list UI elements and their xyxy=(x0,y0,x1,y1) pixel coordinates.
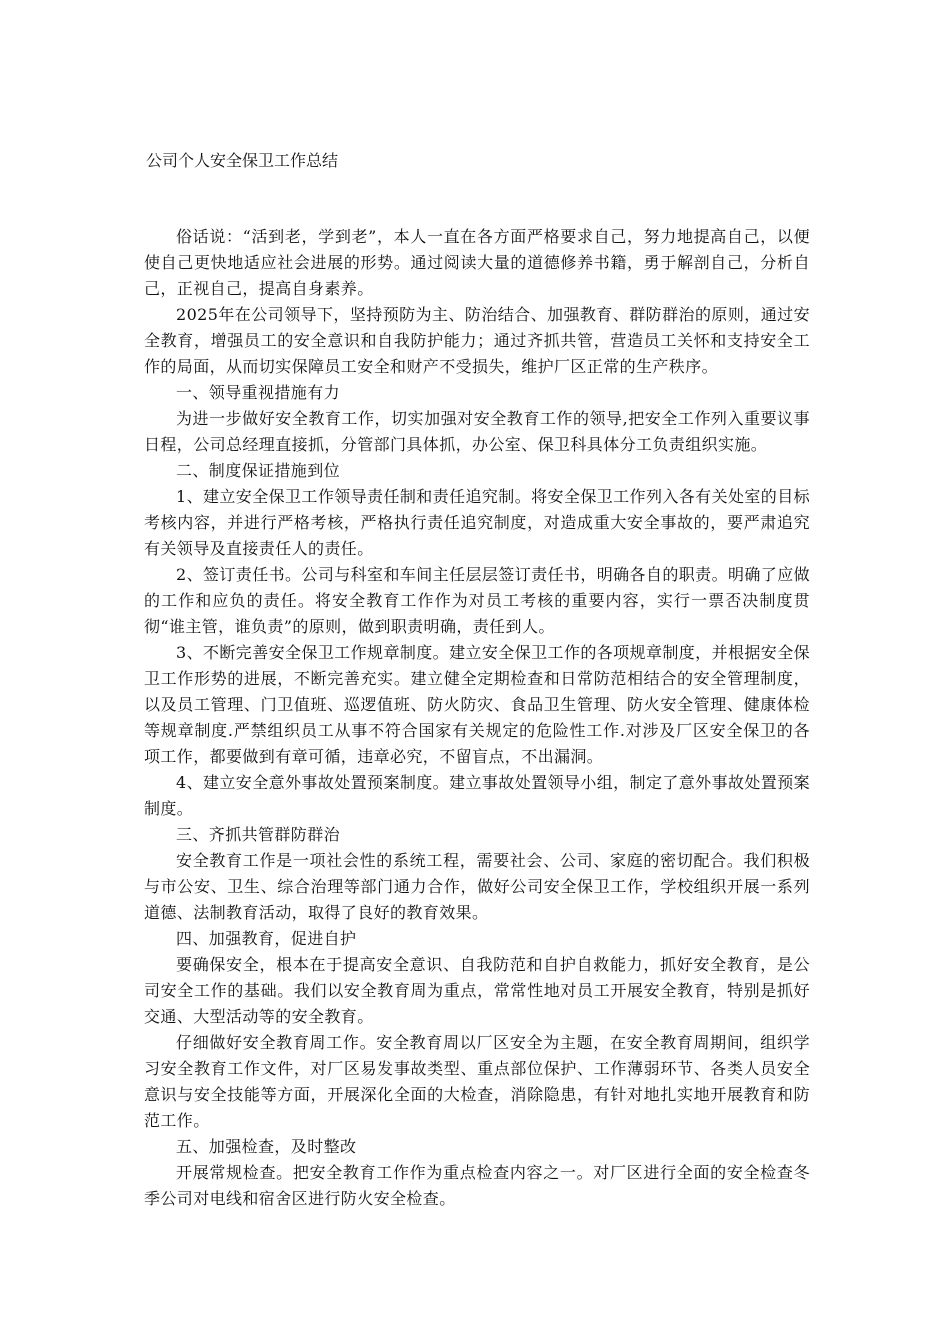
body-paragraph: 开展常规检查。把安全教育工作作为重点检查内容之一。对厂区进行全面的安全检查冬季公司对电线和宿舍区进行防火安全检查。 xyxy=(144,1163,810,1208)
section-heading: 五、加强检查，及时整改 xyxy=(176,1137,357,1156)
section-heading: 一、领导重视措施有力 xyxy=(176,383,341,402)
document-body xyxy=(144,224,810,1212)
document-title: 公司个人安全保卫工作总结 xyxy=(146,151,339,170)
body-paragraph: 3、不断完善安全保卫工作规章制度。建立安全保卫工作的各项规章制度，并根据安全保卫工作形势的进展，不断完善充实。建立健全定期检查和日常防范相结合的安全管理制度，以及员工管理、门卫值班、巡逻值班、防火防灾、食品卫生管理、防火安全管理、健康体检等规章制度.严禁组织员工从事不符合国家有关规定的危险性工作.对涉及厂区安全保卫的各项工作，都要做到有章可循，违章必究，不留盲点，不出漏洞。 xyxy=(144,643,810,766)
body-paragraph: 为进一步做好安全教育工作，切实加强对安全教育工作的领导,把安全工作列入重要议事日程，公司总经理直接抓，分管部门具体抓，办公室、保卫科具体分工负责组织实施。 xyxy=(144,409,810,454)
body-paragraph: 1、建立安全保卫工作领导责任制和责任追究制。将安全保卫工作列入各有关处室的目标考核内容，并进行严格考核，严格执行责任追究制度，对造成重大安全事故的，要严肃追究有关领导及直接责任人的责任。 xyxy=(144,487,810,558)
body-paragraph: 2、签订责任书。公司与科室和车间主任层层签订责任书，明确各自的职责。明确了应做的工作和应负的责任。将安全教育工作作为对员工考核的重要内容，实行一票否决制度贯彻“谁主管，谁负责”的原则，做到职责明确，责任到人。 xyxy=(144,565,810,636)
section-heading: 二、制度保证措施到位 xyxy=(176,461,341,480)
body-paragraph: 2025年在公司领导下，坚持预防为主、防治结合、加强教育、群防群治的原则，通过安全教育，增强员工的安全意识和自我防护能力；通过齐抓共管，营造员工关怀和支持安全工作的局面，从而切实保障员工安全和财产不受损失，维护厂区正常的生产秩序。 xyxy=(144,305,810,376)
body-paragraph: 俗话说：“活到老，学到老”，本人一直在各方面严格要求自己，努力地提高自己，以便使自己更快地适应社会进展的形势。通过阅读大量的道德修养书籍，勇于解剖自己，分析自己，正视自己，提高自身素养。 xyxy=(144,227,810,298)
section-heading: 三、齐抓共管群防群治 xyxy=(176,825,341,844)
body-paragraph: 4、建立安全意外事故处置预案制度。建立事故处置领导小组，制定了意外事故处置预案制度。 xyxy=(144,773,810,818)
body-paragraph: 要确保安全，根本在于提高安全意识、自我防范和自护自救能力，抓好安全教育，是公司安全工作的基础。我们以安全教育周为重点，常常性地对员工开展安全教育，特别是抓好交通、大型活动等的安全教育。 xyxy=(144,955,810,1026)
body-paragraph: 安全教育工作是一项社会性的系统工程，需要社会、公司、家庭的密切配合。我们积极与市公安、卫生、综合治理等部门通力合作，做好公司安全保卫工作，学校组织开展一系列道德、法制教育活动，取得了良好的教育效果。 xyxy=(144,851,810,922)
section-heading: 四、加强教育，促进自护 xyxy=(176,929,357,948)
body-paragraph: 仔细做好安全教育周工作。安全教育周以厂区安全为主题，在安全教育周期间，组织学习安全教育工作文件，对厂区易发事故类型、重点部位保护、工作薄弱环节、各类人员安全意识与安全技能等方面，开展深化全面的大检查，消除隐患，有针对地扎实地开展教育和防范工作。 xyxy=(144,1033,810,1130)
